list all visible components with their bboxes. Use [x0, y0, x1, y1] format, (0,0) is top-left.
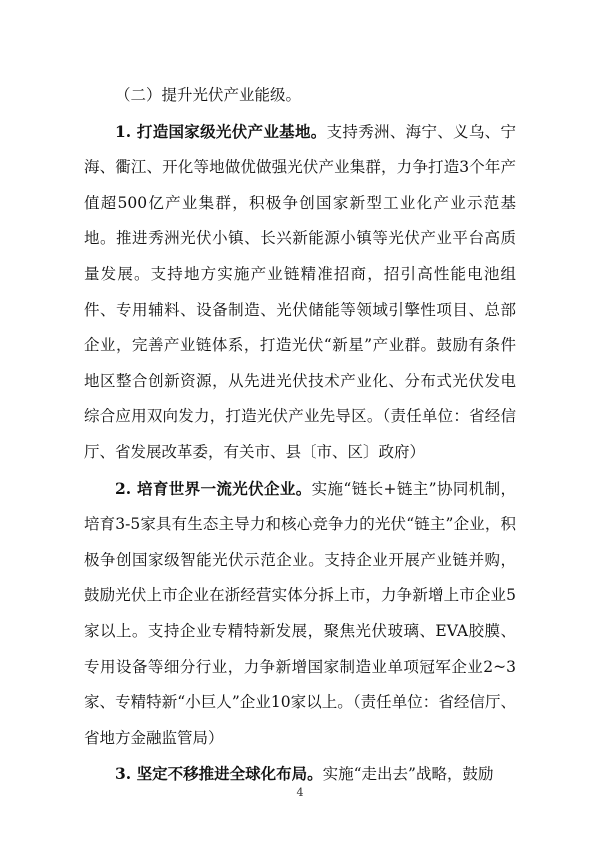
item-2-lead: 2. 培育世界一流光伏企业。 [115, 478, 312, 498]
paragraph-item-2 [84, 471, 516, 757]
document-body [84, 78, 516, 793]
page-number: 4 [296, 786, 304, 799]
item-1-lead: 1. 打造国家级光伏产业基地。 [115, 121, 327, 141]
item-2-body: 实施“链长+链主”协同机制，培育3-5家具有生态主导力和核心竞争力的光伏“链主”企业，积极争创国家级智能光伏示范企业。支持企业开展产业链并购，鼓励光伏上市企业在浙经营实体分拆上市，力争新增上市企业5家以上。支持企业专精特新发展，聚焦光伏玻璃、EVA胶膜、专用设备等细分行业，力争新增国家制造业单项冠军企业2~3家、专精特新“小巨人”企业10家以上。（责任单位：省经信厅、省地方金融监管局） [84, 479, 516, 747]
paragraph-item-1 [84, 114, 516, 471]
item-3-lead: 3. 坚定不移推进全球化布局。 [115, 764, 323, 784]
item-3-body: 实施“走出去”战略，鼓励 [322, 765, 494, 784]
section-heading: （二）提升光伏产业能级。 [115, 86, 302, 104]
item-1-body: 支持秀洲、海宁、义乌、宁海、衢江、开化等地做优做强光伏产业集群，力争打造3个年产值超500亿产业集群，积极争创国家新型工业化产业示范基地。推进秀洲光伏小镇、长兴新能源小镇等光伏产业平台高质量发展。支持地方实施产业链精准招商，招引高性能电池组件、专用辅料、设备制造、光伏储能等领域引擎性项目、总部企业，完善产业链体系，打造光伏“新星”产业群。鼓励有条件地区整合创新资源，从先进光伏技术产业化、分布式光伏发电综合应用双向发力，打造光伏产业先导区。（责任单位：省经信厅、省发展改革委，有关市、县〔市、区〕政府） [84, 122, 516, 461]
